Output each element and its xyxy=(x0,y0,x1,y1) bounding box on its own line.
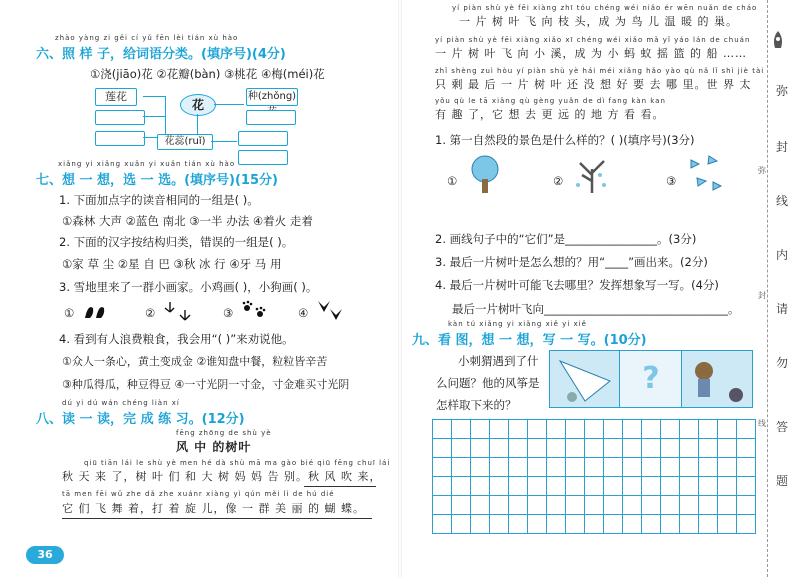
story-right-line-3: 只 剩 最 后 一 片 树 叶 还 没 想 好 要 去 哪 里。世 界 太 xyxy=(435,78,752,91)
q8-1-option-3-label: ③ xyxy=(666,174,677,188)
story-title: 风 中 的树叶 xyxy=(176,440,252,454)
seal-line xyxy=(767,0,769,577)
underline-mark xyxy=(62,518,372,519)
seal-text-7: 答 xyxy=(776,420,789,434)
story-r2-pinyin: yí piàn shù yè fēi xiàng xiǎo xī chéng wéi xiǎo mǎ yǐ yáo lán de chuán xyxy=(435,36,751,44)
story-right-line-2: 一 片 树 叶 飞 向 小 溪，成 为 小 蚂 蚁 摇 篮 的 船 …… xyxy=(435,47,747,60)
seal-small-2: 封 xyxy=(758,291,766,300)
story-title-pinyin: fēng zhōng de shù yè xyxy=(176,429,272,437)
q7-4-text: 4. 看到有人浪费粮食，我会用“( )”来劝说他。 xyxy=(59,332,294,346)
story-picture-3 xyxy=(681,350,753,408)
q8-1-option-2-label: ② xyxy=(553,174,564,188)
connector-line xyxy=(143,96,166,97)
q7-3-option-4-label: ④ xyxy=(298,306,309,320)
q7-1-options: ①森林 大声 ②蓝色 南北 ③一半 办法 ④着火 走着 xyxy=(62,214,313,228)
connector-line xyxy=(143,116,165,117)
chicken-footprint-icon xyxy=(163,300,193,322)
page-fold xyxy=(398,0,402,577)
section8-pinyin: dú yi dú wán chéng liàn xí xyxy=(62,399,180,407)
seal-text-8: 题 xyxy=(776,474,789,488)
rocket-icon xyxy=(770,30,786,52)
answer-box-left-2[interactable] xyxy=(95,131,145,146)
answer-box-bottom-1[interactable] xyxy=(238,131,288,146)
underline-mark xyxy=(304,486,376,487)
section8-title: 八、读 一 读，完 成 练 习。(12分) xyxy=(36,412,245,427)
section6-options: ①浇(jiāo)花 ②花瓣(bàn) ③桃花 ④梅(méi)花 xyxy=(90,67,325,81)
paw-print-icon xyxy=(241,300,267,320)
section7-pinyin: xiǎng yi xiǎng xuǎn yi xuǎn tián xù hào xyxy=(58,160,236,168)
q8-2-text: 2. 画线句子中的“它们”是________________。(3分) xyxy=(435,232,697,246)
category-left-label: 莲花 xyxy=(95,88,137,106)
section9-pinyin: kàn tú xiǎng yi xiǎng xiě yi xiě xyxy=(448,320,587,328)
page-number: 36 xyxy=(26,546,64,564)
story-p2-pinyin: tā men fēi wǔ zhe dǎ zhe xuánr xiàng yì qún měi lì de hú dié xyxy=(62,490,335,498)
story-paragraph-2: 它 们 飞 舞 着，打 着 旋 儿，像 一 群 美 丽 的 蝴 蝶。 xyxy=(62,502,365,515)
q7-1-text: 1. 下面加点字的读音相同的一组是( )。 xyxy=(59,193,259,207)
seal-text-5: 请 xyxy=(776,302,789,316)
story-r1-pinyin: yí piàn shù yè fēi xiàng zhī tóu chéng wéi niǎo ér wēn nuǎn de cháo xyxy=(452,4,758,12)
writing-grid[interactable] xyxy=(432,419,756,534)
story-r4-pinyin: yǒu qù le tā xiǎng qù gèng yuǎn de dì fang kàn kan xyxy=(435,97,666,105)
seal-small-3: 线 xyxy=(758,419,766,428)
q8-4-text: 4. 最后一片树叶可能飞去哪里？发挥想象写一写。(4分) xyxy=(435,278,719,292)
story-picture-1 xyxy=(549,350,621,408)
story-paragraph-1: 秋 天 来 了，树 叶 们 和 大 树 妈 妈 告 别。秋 风 吹 来， xyxy=(62,470,382,483)
q7-2-options: ①家 草 尘 ②星 自 巴 ③秋 冰 行 ④牙 马 用 xyxy=(62,257,282,271)
duck-footprint-icon xyxy=(316,298,346,322)
seal-text-2: 封 xyxy=(776,140,789,154)
q8-1-option-1-label: ① xyxy=(447,174,458,188)
connector-line xyxy=(214,104,244,105)
seal-small-1: 弥 xyxy=(758,166,766,175)
answer-box-left-1[interactable] xyxy=(95,110,145,125)
green-tree-icon xyxy=(463,155,507,195)
bare-tree-icon xyxy=(570,155,614,195)
connector-line xyxy=(211,141,237,158)
answer-box-right-1[interactable] xyxy=(246,110,296,125)
section9-title: 九、看 图，想 一 想，写 一 写。(10分) xyxy=(412,333,647,348)
footprint-arch-icon xyxy=(82,300,108,320)
seal-text-1: 弥 xyxy=(776,84,789,98)
connector-line xyxy=(197,114,198,134)
section7-title: 七、想 一 想，选 一 选。(填序号)(15分) xyxy=(36,173,278,188)
story-right-line-1: 一 片 树 叶 飞 向 枝 头，成 为 鸟 儿 温 暖 的 巢。 xyxy=(459,15,738,28)
section6-pinyin: zhào yàng zi gěi cí yǔ fēn lèi tián xù hào xyxy=(55,34,239,42)
q8-1-text: 1. 第一自然段的景色是什么样的？( )(填序号)(3分) xyxy=(435,133,695,147)
seal-text-3: 线 xyxy=(776,194,789,208)
q7-2-text: 2. 下面的汉字按结构归类，错误的一组是( )。 xyxy=(59,235,294,249)
seal-text-6: 勿 xyxy=(776,356,789,370)
q7-4-options-a: ①众人一条心，黄土变成金 ②谁知盘中餐，粒粒皆辛苦 xyxy=(62,355,328,368)
seal-text-4: 内 xyxy=(776,248,789,262)
q7-3-option-2-label: ② xyxy=(145,306,156,320)
story-r3-pinyin: zhǐ shèng zuì hòu yí piàn shù yè hái méi xiǎng hǎo yào qù nǎ lǐ shì jiè tài xyxy=(435,67,765,75)
q8-3-text: 3. 最后一片树叶是怎么想的？用“____”画出来。(2分) xyxy=(435,255,708,269)
flying-leaves-icon xyxy=(683,152,727,196)
q7-3-option-3-label: ③ xyxy=(223,306,234,320)
category-bottom-label: 花蕊(ruǐ) xyxy=(157,134,213,150)
question-mark-picture: ? xyxy=(619,350,683,408)
section9-prompt-line-3: 怎样取下来的？ xyxy=(436,398,517,412)
category-right-label: 种(zhǒng) xyxy=(246,88,298,106)
q7-3-text: 3. 雪地里来了一群小画家。小鸡画( )，小狗画( )。 xyxy=(59,280,318,294)
story-right-line-4: 有 趣 了，它 想 去 更 远 的 地 方 看 看。 xyxy=(435,108,665,121)
section9-prompt-line-1: 小刺猬遇到了什 xyxy=(458,354,539,368)
section6-title: 六、照 样 子，给词语分类。(填序号)(4分) xyxy=(36,47,286,62)
q8-4-answer-prompt[interactable]: 最后一片树叶飞向________________________________。 xyxy=(452,302,740,316)
q7-4-options-b: ③种瓜得瓜，种豆得豆 ④一寸光阴一寸金，寸金难买寸光阴 xyxy=(62,378,350,391)
section9-prompt-line-2: 么问题？他的风筝是 xyxy=(436,376,540,390)
q7-3-option-1-label: ① xyxy=(64,306,75,320)
connector-line xyxy=(165,96,180,138)
story-p1-pinyin: qiū tiān lái le shù yè men hé dà shù mā ma gào bié qiū fēng chuī lái xyxy=(84,459,391,467)
center-word-bubble: 花 xyxy=(180,94,216,116)
answer-box-bottom-2[interactable] xyxy=(238,150,288,165)
